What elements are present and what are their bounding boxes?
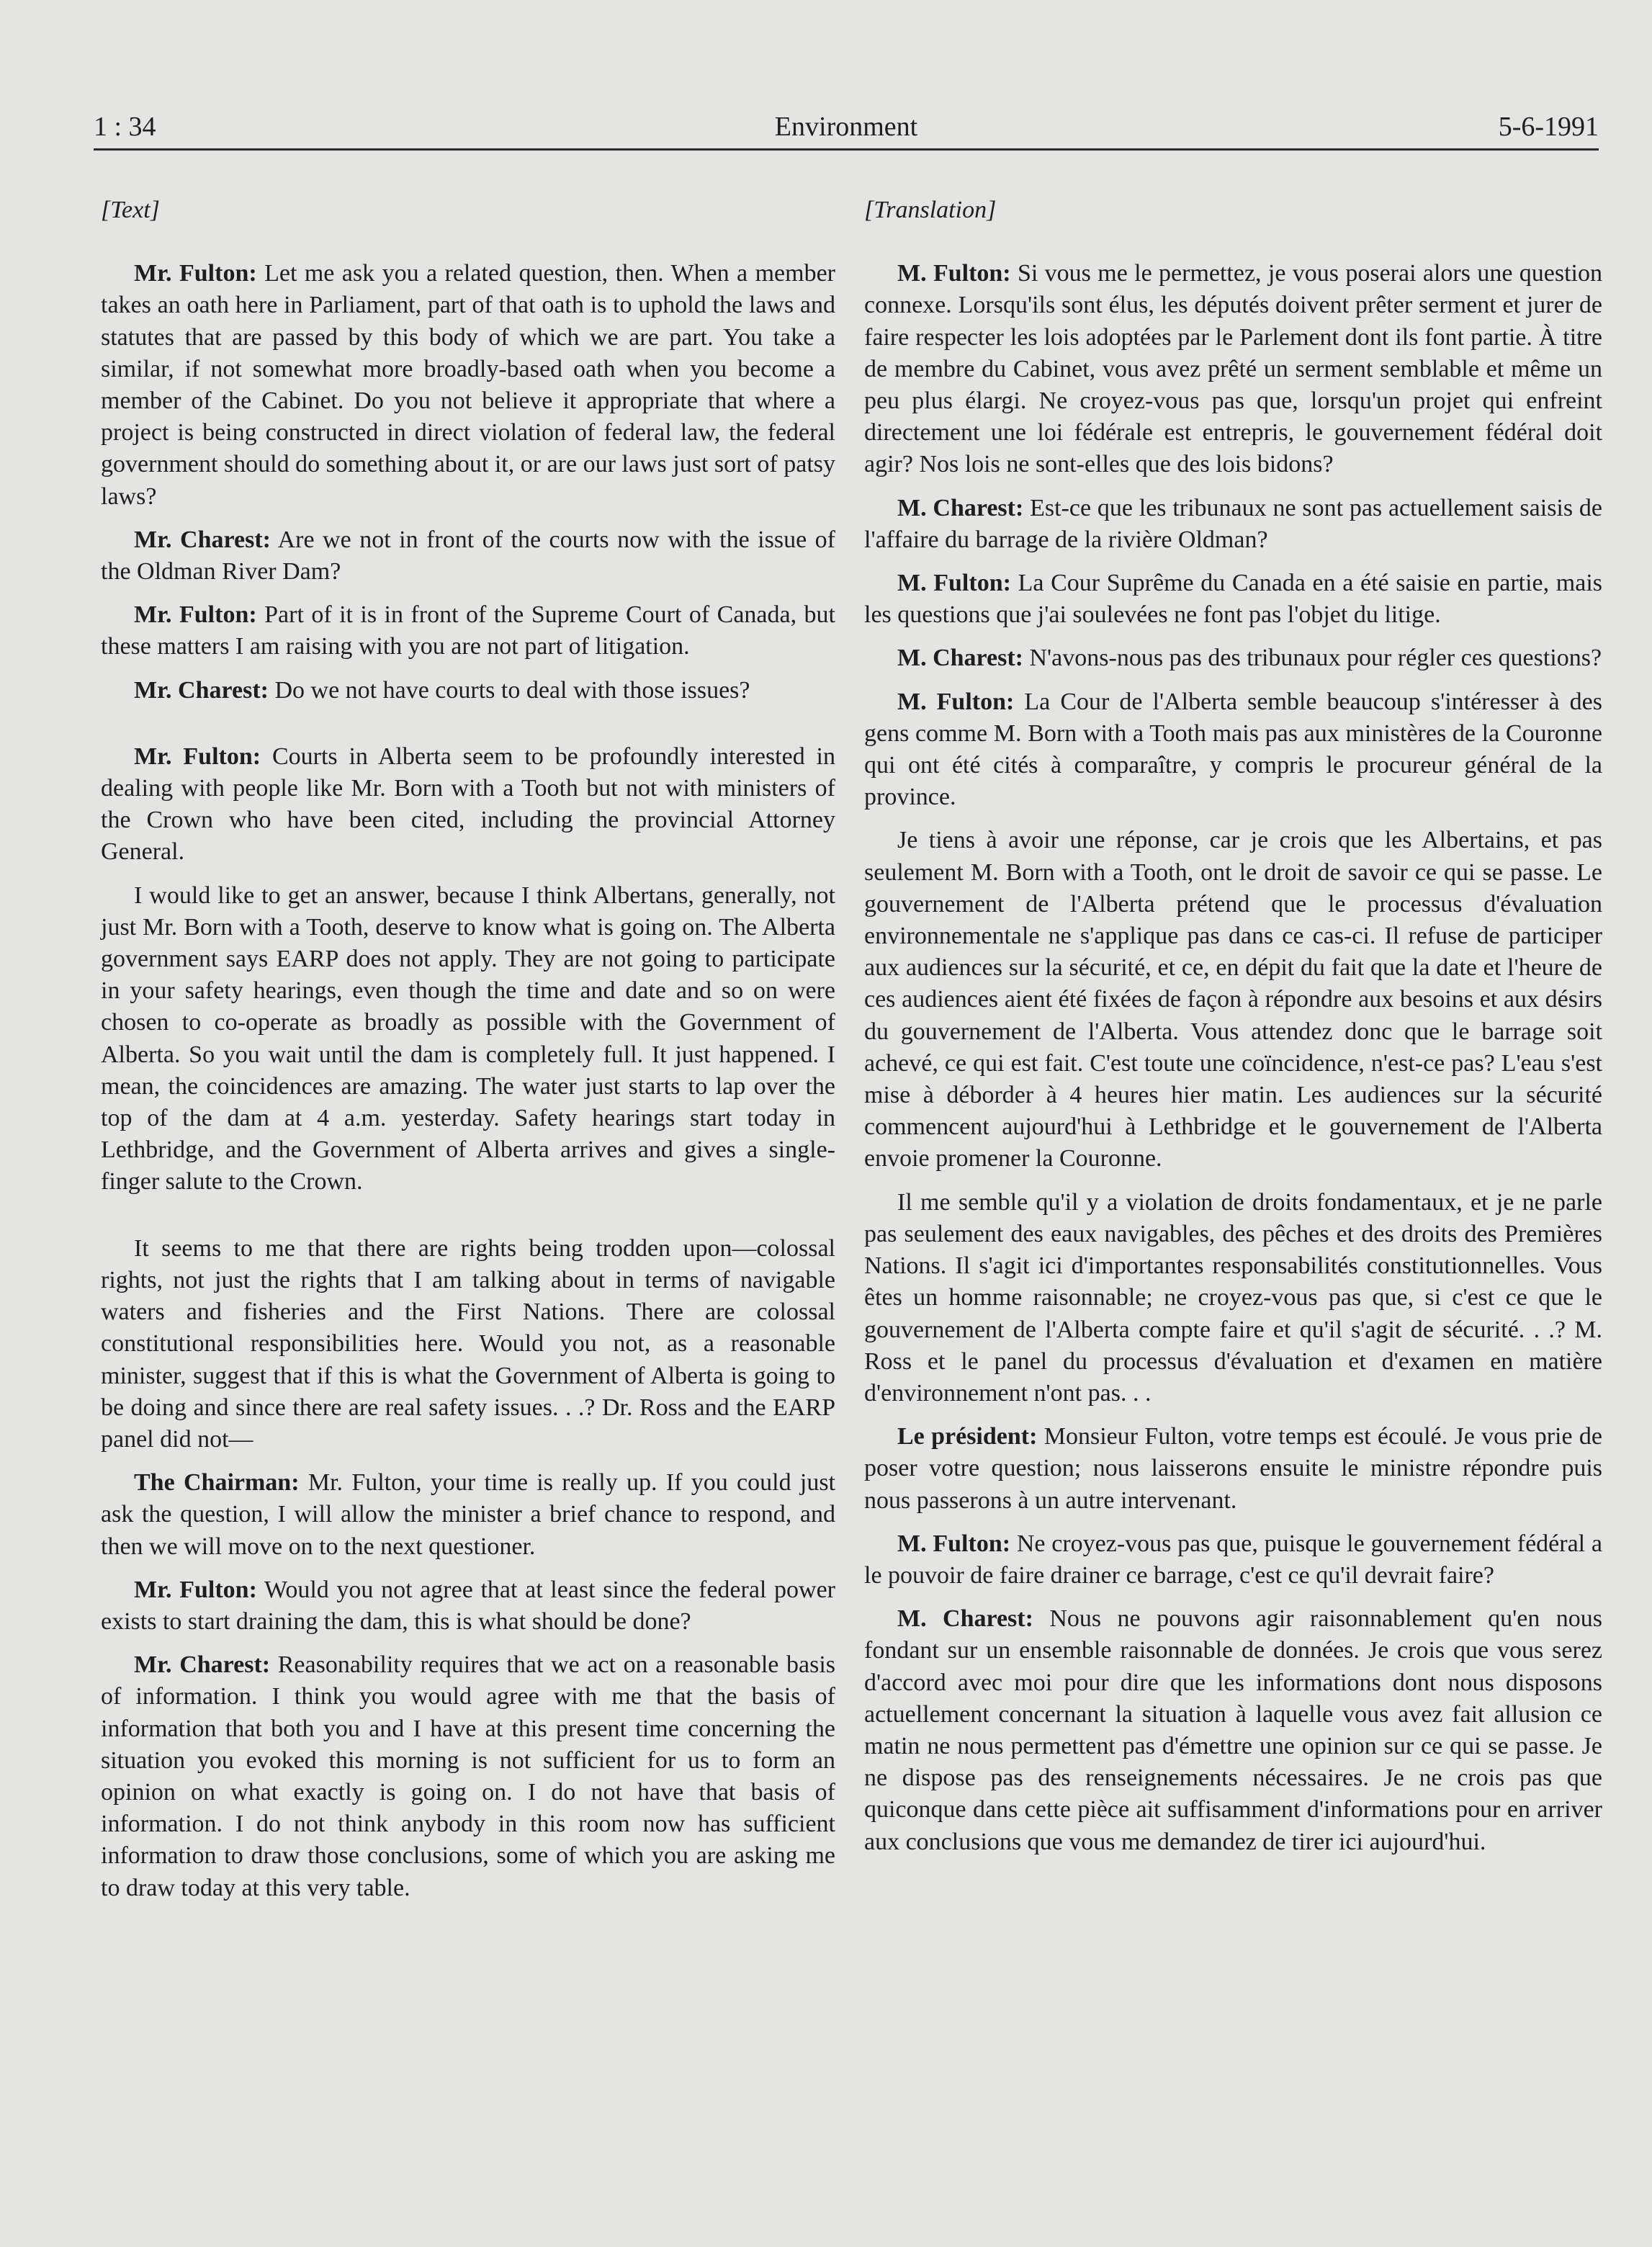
paragraph [864, 1603, 1602, 1858]
paragraph [101, 599, 835, 663]
page-number: 1 : 34 [94, 112, 156, 142]
speaker-name: Le président: [897, 1423, 1038, 1450]
speech-text: N'avons-nous pas des tribunaux pour régler ces questions? [1023, 645, 1602, 672]
paragraph [864, 493, 1602, 556]
paragraph [864, 1187, 1602, 1409]
speech-text: Let me ask you a related question, then. When a member takes an oath here in Parliament, part of that oath is to uphold the laws and statutes that are passed by this body of which we are part. You take a similar, if not somewhat more broadly-based oath when you become a member of the Cabinet. Do you not believe it appropriate that where a project is being constructed in direct violation of federal law, the federal government should do something about it, or are our laws just sort of patsy laws? [101, 260, 835, 510]
speech-text: Nous ne pouvons agir raisonnablement qu'en nous fondant sur un ensemble raisonnable de données. Je crois que vous serez d'accord avec moi pour dire que les informations dont nous disposons actuellement concernant la situation à laquelle vous avez fait allusion ce matin ne nous permettent pas d'émettre une opinion sur ce qui se passe. Je ne dispose pas des renseignements nécessaires. Je ne crois pas que quiconque dans cette pièce ait suffisamment d'informations pour en arriver aux conclusions que vous me demandez de tirer ici aujourd'hui. [864, 1605, 1602, 1855]
speaker-name: Mr. Charest: [134, 676, 269, 704]
speech-text: I would like to get an answer, because I think Albertans, generally, not just Mr. Born with a Tooth, deserve to know what is going on. The Alberta government says EARP does not apply. They are not going to participate in your safety hearings, even though the time and date and so on were chosen to co-operate as broadly as possible with the Government of Alberta. So you wait until the dam is completely full. It just happened. I mean, the coincidences are amazing. The water just starts to lap over the top of the dam at 4 a.m. yesterday. Safety hearings start today in Lethbridge, and the Government of Alberta arrives and gives a single-finger salute to the Crown. [101, 882, 835, 1196]
speaker-name: Mr. Fulton: [134, 601, 257, 629]
speech-text: Est-ce que les tribunaux ne sont pas actuellement saisis de l'affaire du barrage de la rivière Oldman? [864, 494, 1602, 553]
paragraph [101, 1233, 835, 1456]
speech-text: Courts in Alberta seem to be profoundly interested in dealing with people like Mr. Born with a Tooth but not with ministers of the Crown who have been cited, including the provincial Attorney General. [101, 743, 835, 866]
paragraph [101, 1574, 835, 1638]
speech-text: Je tiens à avoir une réponse, car je crois que les Albertains, et pas seulement M. Born with a Tooth, ont le droit de savoir ce qui se passe. Le gouvernement de l'Alberta prétend que le processus d'évaluation environnementale ne s'applique pas dans ce cas-ci. Il refuse de participer aux audiences sur la sécurité, et ce, en dépit du fait que la date et l'heure de ces audiences aient été fixées de façon à répondre aux besoins et aux désirs du gouvernement de l'Alberta. Vous attendez donc que le barrage soit achevé, ce qui est fait. C'est toute une coïncidence, n'est-ce pas? L'eau s'est mise à déborder à 4 heures hier matin. Les audiences sur la sécurité commencent aujourd'hui à Lethbridge et le gouvernement de l'Alberta envoie promener la Couronne. [864, 827, 1602, 1172]
paragraph [101, 675, 835, 707]
speaker-name: Mr. Fulton: [134, 260, 257, 287]
speaker-name: Mr. Charest: [134, 526, 271, 553]
translation-label: [Translation] [864, 197, 997, 223]
committee-name: Environment [774, 112, 918, 142]
english-column [101, 194, 835, 1916]
paragraph [101, 1649, 835, 1904]
speaker-name: The Chairman: [134, 1469, 300, 1497]
paragraph [101, 524, 835, 588]
speaker-name: M. Charest: [897, 494, 1024, 521]
speaker-name: M. Fulton: [897, 688, 1015, 715]
speech-text: It seems to me that there are rights being trodden upon—colossal rights, not just the rights that I am talking about in terms of navigable waters and fisheries and the First Nations. There are colossal constitutional responsibilities here. Would you not, as a reasonable minister, suggest that if this is what the Government of Alberta is going to be doing and since there are real safety issues. . .? Dr. Ross and the EARP panel did not— [101, 1234, 835, 1453]
paragraph [864, 1528, 1602, 1592]
speaker-name: M. Fulton: [897, 570, 1011, 597]
speech-text: Part of it is in front of the Supreme Court of Canada, but these matters I am raising with you are not part of litigation. [101, 601, 835, 660]
page-header [94, 107, 1599, 151]
speech-text: Do we not have courts to deal with those issues? [268, 676, 750, 704]
speech-text: Would you not agree that at least since the federal power exists to start draining the dam, this is what should be done? [101, 1576, 835, 1635]
french-column [864, 194, 1602, 1870]
paragraph [864, 1421, 1602, 1517]
speech-text: La Cour Suprême du Canada en a été saisie en partie, mais les questions que j'ai soulevées ne font pas l'objet du litige. [864, 570, 1603, 629]
speaker-name: Mr. Fulton: [134, 743, 261, 770]
session-date: 5-6-1991 [1498, 112, 1599, 142]
paragraph [864, 568, 1602, 631]
speaker-name: M. Fulton: [897, 1530, 1011, 1557]
speech-text: Si vous me le permettez, je vous poserai alors une question connexe. Lorsqu'ils sont élus, les députés doivent prêter serment et jurer de faire respecter les lois adoptées par le Parlement dont ils font partie. À titre de membre du Cabinet, vous avez prêté un serment semblable et même un peu plus élargi. Ne croyez-vous pas que, lorsqu'un projet qui enfreint directement une loi fédérale est entrepris, le gouvernement fédéral doit agir? Nos lois ne sont-elles que des lois bidons? [864, 260, 1602, 478]
speaker-name: M. Charest: [897, 1605, 1033, 1633]
speech-text: Reasonability requires that we act on a reasonable basis of information. I think you would agree with me that the basis of information that both you and I have at this present time concerning the situation you evoked this morning is not sufficient for us to form an opinion on what exactly is going on. I do not have that basis of information. I do not think anybody in this room now has sufficient information to draw those conclusions, some of which you are asking me to draw today at this very table. [101, 1651, 835, 1901]
paragraph [864, 258, 1602, 480]
speaker-name: Mr. Fulton: [134, 1576, 257, 1603]
text-label: [Text] [101, 197, 160, 223]
paragraph [864, 686, 1602, 814]
paragraph [101, 1467, 835, 1563]
speech-text: Ne croyez-vous pas que, puisque le gouvernement fédéral a le pouvoir de faire drainer ce barrage, c'est ce qu'il devrait faire? [864, 1530, 1602, 1589]
speech-text: Monsieur Fulton, votre temps est écoulé. Je vous prie de poser votre question; nous laisserons ensuite le ministre répondre puis nous passerons à un autre intervenant. [864, 1423, 1602, 1514]
speaker-name: Mr. Charest: [134, 1651, 271, 1679]
speech-text: Mr. Fulton, your time is really up. If you could just ask the question, I will allow the minister a brief chance to respond, and then we will move on to the next questioner. [101, 1469, 835, 1560]
paragraph [864, 642, 1602, 674]
speaker-name: M. Fulton: [897, 260, 1011, 287]
paragraph [101, 741, 835, 869]
paragraph [101, 258, 835, 513]
speech-text: Il me semble qu'il y a violation de droits fondamentaux, et je ne parle pas seulement des eaux navigables, des pêches et des droits des Premières Nations. Il s'agit ici d'importantes responsabilités constitutionnelles. Vous êtes un homme raisonnable; ne croyez-vous pas que, si c'est ce que le gouvernement de l'Alberta compte faire et qu'il s'agit de sécurité. . .? M. Ross et le panel du processus d'évaluation et d'examen en matière d'environnement n'ont pas. . . [864, 1188, 1602, 1407]
speech-text: La Cour de l'Alberta semble beaucoup s'intéresser à des gens comme M. Born with a Tooth mais pas aux ministères de la Couronne qui ont été cités à comparaître, y compris le procureur général de la province. [864, 688, 1602, 811]
speaker-name: M. Charest: [897, 645, 1023, 672]
paragraph [864, 825, 1602, 1175]
paragraph [101, 880, 835, 1198]
speech-text: Are we not in front of the courts now with the issue of the Oldman River Dam? [101, 526, 835, 586]
